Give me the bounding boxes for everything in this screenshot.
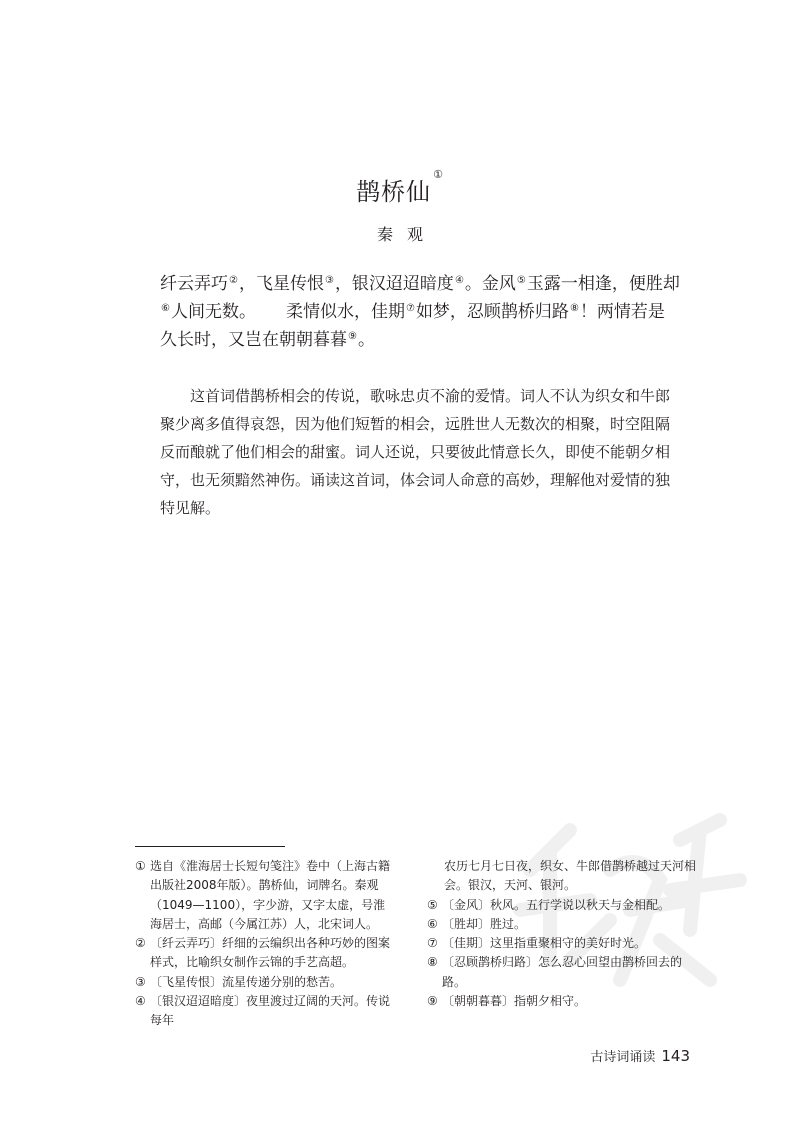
poem-title-text: 鹊桥仙 <box>356 178 432 206</box>
footnote-text: 〔金风〕秋风。五行学说以秋天与金相配。 <box>442 897 671 912</box>
poem-seg: ！两情若是久长时，又岂在朝朝暮暮 <box>160 302 665 350</box>
note-mark-3[interactable]: ③ <box>324 275 334 286</box>
note-mark-8[interactable]: ⑧ <box>569 303 579 314</box>
poem-body <box>160 270 680 354</box>
footnote-number: ④ <box>135 994 146 1009</box>
footnote-number: ② <box>135 936 146 951</box>
footnote-4-continuation: 农历七月七日夜，织女、牛郎借鹊桥越过天河相会。银汉，天河、银河。 <box>444 859 697 893</box>
poem-title <box>0 168 800 207</box>
footnote-text: 〔飞星传恨〕流星传递分别的愁苦。 <box>150 974 343 989</box>
footnote-text: 〔银汉迢迢暗度〕夜里渡过辽阔的天河。传说每年 <box>150 994 391 1028</box>
note-mark-2[interactable]: ② <box>229 275 238 286</box>
page-number: 143 <box>661 1047 690 1065</box>
footnote-8 <box>427 953 702 992</box>
note-mark-4[interactable]: ④ <box>454 275 464 286</box>
footnote-divider <box>135 846 285 847</box>
footnote-6 <box>427 915 702 934</box>
footnote-number: ⑦ <box>427 936 438 951</box>
footnote-3 <box>135 973 397 992</box>
intro-paragraph <box>160 382 680 522</box>
title-note-mark[interactable]: ① <box>433 168 444 181</box>
footnote-text: 〔胜却〕胜过。 <box>442 916 527 931</box>
section-name: 古诗词诵读 <box>590 1050 656 1065</box>
poem-seg: 柔情似水，佳期 <box>285 302 405 322</box>
intro-text: 这首词借鹊桥相会的传说，歌咏忠贞不渝的爱情。词人不认为织女和牛郎聚少离多值得哀怨，因为他们短暂的相会，远胜世人无数次的相聚，时空阻隔反而酿就了他们相会的甜蜜。词人还说，只要彼此情意长久，即使不能朝夕相守，也无须黯然神伤。诵读这首词，体会词人命意的高妙，理解他对爱情的独特见解。 <box>160 387 671 517</box>
poem-seg: 如梦，忍顾鹊桥归路 <box>415 302 569 322</box>
footnote-number: ⑨ <box>427 994 438 1009</box>
footnote-2 <box>135 934 397 973</box>
footnote-text: 〔纤云弄巧〕纤细的云编织出各种巧妙的图案样式，比喻织女制作云锦的手艺高超。 <box>150 936 391 970</box>
poem-seg: ，银汉迢迢暗度 <box>334 274 454 294</box>
poem-seg: 。金风 <box>464 274 516 294</box>
note-mark-7[interactable]: ⑦ <box>405 303 415 314</box>
poem-seg: 玉露一相逢，便胜却 <box>526 274 680 294</box>
poem-seg: 纤云弄巧 <box>160 274 228 294</box>
footnote-number: ⑧ <box>427 955 438 970</box>
footnote-1 <box>135 857 397 934</box>
footnote-4 <box>135 992 397 1031</box>
footnote-text: 选自《淮海居士长短句笺注》卷中（上海古籍出版社2008年版）。鹊桥仙，词牌名。秦观（1049—1100），字少游，又字太虚，号淮海居士，高邮（今属江苏）人，北宋词人。 <box>150 859 391 931</box>
footnotes-right-column <box>427 857 702 1011</box>
note-mark-5[interactable]: ⑤ <box>516 275 526 286</box>
footnote-9 <box>427 992 702 1011</box>
footnote-text: 〔佳期〕这里指重聚相守的美好时光。 <box>442 936 647 951</box>
footnotes-left-column <box>135 857 397 1031</box>
footnote-number: ⑥ <box>427 916 438 931</box>
footnote-text: 〔忍顾鹊桥归路〕怎么忍心回望由鹊桥回去的路。 <box>442 955 683 989</box>
poem-seg: 人间无数。 <box>170 302 256 322</box>
footnote-number: ⑤ <box>427 897 438 912</box>
footnote-5 <box>427 896 702 915</box>
note-mark-9[interactable]: ⑨ <box>348 331 357 342</box>
author-name: 秦观 <box>376 225 437 244</box>
poem-seg: 。 <box>357 330 375 350</box>
footnote-text: 〔朝朝暮暮〕指朝夕相守。 <box>442 994 587 1009</box>
footnote-number: ③ <box>135 974 146 989</box>
poem-seg: ，飞星传恨 <box>238 274 324 294</box>
footnote-number: ① <box>135 859 146 873</box>
note-mark-6[interactable]: ⑥ <box>161 303 170 314</box>
page-footer <box>590 1046 690 1065</box>
footnote-7 <box>427 934 702 953</box>
